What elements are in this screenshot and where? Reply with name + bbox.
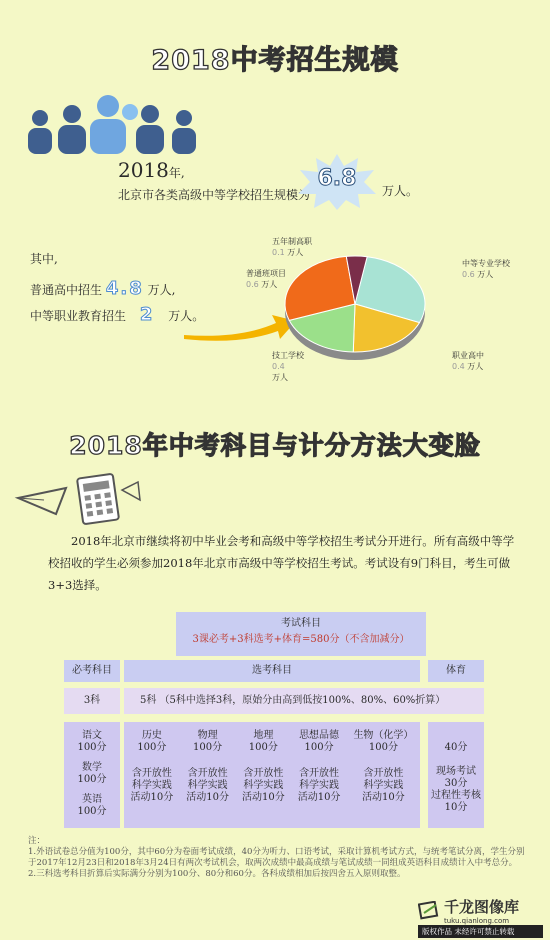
spacer [298,754,341,768]
pie-label-value: 0.4 [272,362,285,371]
general-unit: 万人, [147,283,176,297]
pe-line: 现场考试 [436,766,476,777]
elective-name: 生物（化学） [353,730,414,741]
vocational-line [30,304,204,325]
qianlong-logo-icon [418,901,440,921]
elective-note2: 科学实践 [187,780,228,791]
vocational-value: 2 [139,304,155,325]
table-header-sub: 3课必考+3科选考+体育=580分（不含加减分） [192,634,410,645]
year-suffix: 年, [168,166,185,180]
watermark-url: tuku.qianlong.com [444,917,510,925]
elective-note3: 活动10分 [186,792,229,803]
elective-subject [298,730,341,804]
people-illustration [20,92,210,154]
pie-label-unit: 万人 [287,248,304,257]
note-1: 1.外语试卷总分值为100分，其中60分为卷面考试成绩，40分为听力、口语考试，采取计算机考试方式，与统考笔试分离，学生分别于2017年12月23日和2018年3月24日有两次考试机会，取两次成绩中最高成绩与笔试成绩一同组成英语科目成绩计入中考总分。 [28,847,525,868]
pe-total: 40分 [444,742,468,753]
elective-note2: 科学实践 [299,780,340,791]
pie-label-wuzhi [272,236,312,258]
pie-label-value: 0.6 [246,280,259,289]
elective-note3: 活动10分 [297,792,341,803]
elective-note1: 含开放性 [243,768,284,779]
pie-label-value: 0.1 [272,248,285,257]
pie-label-unit: 万人 [272,373,288,382]
pe-line: 10分 [444,802,468,813]
general-line [30,278,175,299]
pie-label-text: 中等专业学校 [462,259,510,268]
elective-subject [186,730,229,804]
elective-subject [353,730,413,804]
vocational-label: 中等职业教育招生 [30,309,127,323]
elective-note1: 含开放性 [131,768,172,779]
col-elective: 选考科目 [124,660,420,682]
required-subjects-cell [64,722,120,828]
watermark-brand: 千龙图像库 [444,898,520,916]
pe-line: 过程性考核 [431,790,481,801]
vocational-unit: 万人。 [168,309,205,323]
section1-title: 2018中考招生规模 [151,45,399,76]
notes-label: 注： [28,836,46,846]
spacer [186,754,229,768]
elective-note1: 含开放性 [363,768,404,779]
pie-label-text: 五年制高职 [272,237,312,246]
spacer [353,754,413,768]
elective-subject [242,730,285,804]
pie-label-text: 普通班项目 [246,269,286,278]
elective-note3: 活动10分 [241,792,285,803]
subject-name: 语文 [82,730,102,741]
pie-label-jigong [272,350,304,383]
elective-note1: 含开放性 [187,768,228,779]
elective-note3: 活动10分 [130,792,174,803]
section2-title: 2018年中考科目与计分方法大变脸 [69,431,481,460]
pie-label-puban [246,268,286,290]
general-label: 普通高中招生 [30,283,103,297]
elective-score: 100分 [137,742,167,753]
scale-value: 6.8 [317,166,357,191]
elective-name: 地理 [253,730,274,741]
elective-note1: 含开放性 [299,768,340,779]
elective-name: 思想品德 [299,730,340,741]
pie-label-zhongzhuan [462,258,510,280]
pie-label-value: 0.6 [462,270,475,279]
year-line [118,158,185,182]
elective-note2: 科学实践 [131,780,172,791]
elective-score: 100分 [368,742,398,753]
spacer [242,754,285,768]
table-header [176,612,426,656]
notes-section [28,836,528,880]
elective-score: 100分 [193,742,223,753]
pe-cell [428,722,484,828]
general-value: 4.8 [105,278,144,299]
required-count: 3科 [64,688,120,714]
pe-line: 30分 [444,778,468,789]
watermark-notice: 版权作品 未经许可禁止转载 [418,925,543,938]
subject-score: 100分 [77,774,107,785]
elective-score: 100分 [304,742,334,753]
elective-name: 物理 [197,730,218,741]
year: 2018 [118,158,169,182]
elective-count: 5科 （5科中选择3科，原始分由高到低按100%、80%、60%折算） [124,688,484,714]
elective-score: 100分 [248,742,278,753]
col-pe: 体育 [428,660,484,682]
pie-label-unit: 万人 [261,280,278,289]
subject-score: 100分 [77,806,107,817]
scale-unit: 万人。 [382,184,419,198]
elective-subject [131,730,174,804]
table-header-title: 考试科目 [281,618,321,629]
elective-note2: 科学实践 [363,780,404,791]
note-2: 2.三科选考科目折算后实际满分分别为100分、80分和60分。各科成绩相加后按四舍五入原则取整。 [28,869,406,879]
stationery-illustration [14,470,144,525]
pie-label-text: 技工学校 [272,351,304,360]
elective-note2: 科学实践 [243,780,284,791]
col-required: 必考科目 [64,660,120,682]
pie-label-text: 职业高中 [452,351,484,360]
pie-label-zhigao [452,350,484,372]
spacer [131,754,174,768]
subject-name: 英语 [82,794,102,805]
scale-text: 北京市各类高级中等学校招生规模为 [118,188,311,202]
pie-label-unit: 万人 [477,270,494,279]
intro-paragraph: 2018年北京市继续将初中毕业会考和高级中等学校招生考试分开进行。所有高级中等学校招收的学生必须参加2018年北京市高级中等学校招生考试。考试设有9门科目，考生可做3+3选择。 [48,534,515,592]
pie-label-value: 0.4 [452,362,465,371]
among-label: 其中, [30,252,58,266]
elective-subjects-cell [124,722,420,828]
subject-score: 100分 [77,742,107,753]
watermark [418,896,543,934]
subject-name: 数学 [82,762,102,773]
elective-name: 历史 [141,730,162,741]
elective-note3: 活动10分 [362,792,405,803]
pie-label-unit: 万人 [467,362,484,371]
